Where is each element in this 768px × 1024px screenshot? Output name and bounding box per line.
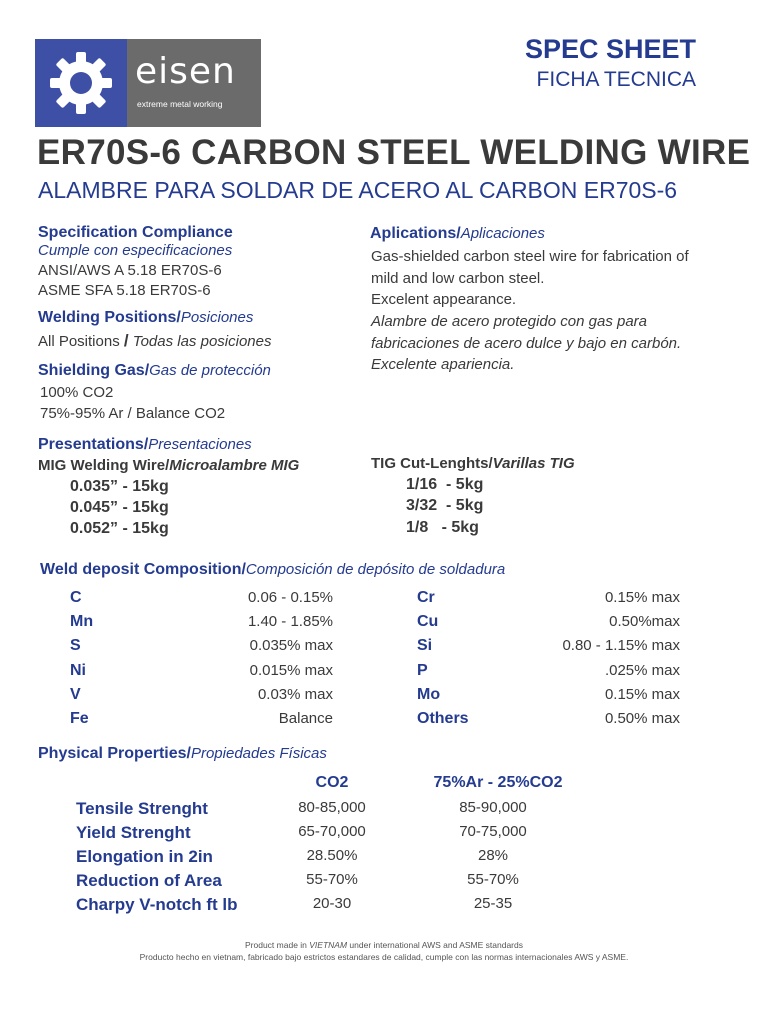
element-symbol: P	[417, 662, 428, 679]
element-symbol: V	[70, 686, 81, 703]
composition-heading: Weld deposit Composition/Composición de depósito de soldadura	[40, 561, 506, 578]
footer-line-en: Product made in VIETNAM under international AWS and ASME standards	[245, 940, 523, 950]
column-header-co2: CO2	[315, 774, 349, 791]
property-value-mix: 85-90,000	[459, 799, 527, 816]
positions-heading: Welding Positions/Posiciones	[38, 309, 254, 326]
ficha-tecnica-label: FICHA TECNICA	[536, 68, 696, 91]
footer-line-es: Producto hecho en vietnam, fabricado bajo estrictos estandares de calidad, cumple con las normas internacionales AWS y ASME.	[139, 952, 629, 962]
property-label: Charpy V-notch ft lb	[76, 895, 238, 914]
tig-item: 1/8 - 5kg	[406, 519, 479, 536]
applications-line-es: fabricaciones de acero dulce y bajo en carbón.	[371, 335, 682, 352]
applications-line: Gas-shielded carbon steel wire for fabrication of	[371, 248, 689, 265]
property-value-co2: 20-30	[312, 895, 352, 912]
presentations-heading: Presentations/Presentaciones	[38, 436, 252, 453]
mig-item: 0.035” - 15kg	[70, 478, 169, 495]
compliance-line: ASME SFA 5.18 ER70S-6	[38, 282, 211, 299]
compliance-line: ANSI/AWS A 5.18 ER70S-6	[38, 262, 222, 279]
tig-label: TIG Cut-Lenghts/Varillas TIG	[371, 455, 575, 472]
element-value: 0.06 - 0.15%	[247, 589, 333, 606]
property-value-mix: 25-35	[473, 895, 513, 912]
element-value: 0.80 - 1.15% max	[562, 637, 680, 654]
property-value-co2: 80-85,000	[298, 799, 366, 816]
element-value: 0.015% max	[249, 662, 333, 679]
element-symbol: Cr	[417, 589, 435, 606]
element-symbol: Ni	[70, 662, 86, 679]
property-label: Yield Strenght	[76, 823, 191, 842]
spec-sheet-label: SPEC SHEET	[524, 34, 696, 64]
product-subtitle: ALAMBRE PARA SOLDAR DE ACERO AL CARBON ER70S-6	[38, 177, 678, 203]
gear-icon	[35, 39, 127, 127]
element-value: 0.15% max	[604, 686, 680, 703]
mig-item: 0.045” - 15kg	[70, 499, 169, 516]
applications-line-es: Alambre de acero protegido con gas para	[371, 313, 648, 330]
element-symbol: Mo	[417, 686, 441, 703]
tig-item: 1/16 - 5kg	[406, 476, 484, 493]
property-value-co2: 55-70%	[306, 871, 358, 888]
property-label: Reduction of Area	[76, 871, 222, 890]
element-value: 0.035% max	[249, 637, 333, 654]
element-symbol: Si	[417, 637, 433, 654]
element-symbol: Fe	[70, 710, 89, 727]
compliance-heading: Specification Compliance	[38, 224, 233, 241]
element-value: 0.50%max	[609, 613, 680, 630]
property-value-mix: 28%	[477, 847, 509, 864]
element-value: .025% max	[604, 662, 680, 679]
element-symbol: C	[70, 589, 82, 606]
column-header-mix: 75%Ar - 25%CO2	[433, 774, 563, 791]
applications-line: mild and low carbon steel.	[371, 270, 545, 287]
company-logo	[35, 39, 261, 127]
property-label: Elongation in 2in	[76, 847, 213, 866]
applications-line-es: Excelente apariencia.	[371, 356, 515, 373]
mig-label: MIG Welding Wire/Microalambre MIG	[38, 457, 300, 474]
gas-heading: Shielding Gas/Gas de protección	[38, 362, 271, 379]
property-value-co2: 28.50%	[306, 847, 358, 864]
element-symbol: Others	[417, 710, 469, 727]
element-symbol: Mn	[70, 613, 94, 630]
property-label: Tensile Strenght	[76, 799, 208, 818]
element-value: 0.03% max	[257, 686, 333, 703]
logo-brand: eisen	[135, 51, 236, 92]
property-value-mix: 55-70%	[467, 871, 519, 888]
mig-item: 0.052” - 15kg	[70, 520, 169, 537]
gas-line: 75%-95% Ar / Balance CO2	[40, 405, 226, 422]
tig-item: 3/32 - 5kg	[406, 497, 484, 514]
compliance-heading-es: Cumple con especificaciones	[38, 242, 233, 259]
physical-heading: Physical Properties/Propiedades Físicas	[38, 745, 327, 762]
element-value: 0.15% max	[604, 589, 680, 606]
element-value: Balance	[278, 710, 333, 727]
positions-text: All Positions / Todas las posiciones	[38, 331, 272, 350]
element-value: 0.50% max	[604, 710, 680, 727]
element-symbol: Cu	[417, 613, 439, 630]
product-title: ER70S-6 CARBON STEEL WELDING WIRE	[37, 133, 751, 172]
element-symbol: S	[70, 637, 81, 654]
applications-line: Excelent appearance.	[371, 291, 517, 308]
applications-heading: Aplications/Aplicaciones	[370, 225, 545, 242]
property-value-co2: 65-70,000	[298, 823, 366, 840]
element-value: 1.40 - 1.85%	[247, 613, 333, 630]
property-value-mix: 70-75,000	[459, 823, 527, 840]
gas-line: 100% CO2	[40, 384, 114, 401]
logo-tagline: extreme metal working	[137, 99, 223, 109]
